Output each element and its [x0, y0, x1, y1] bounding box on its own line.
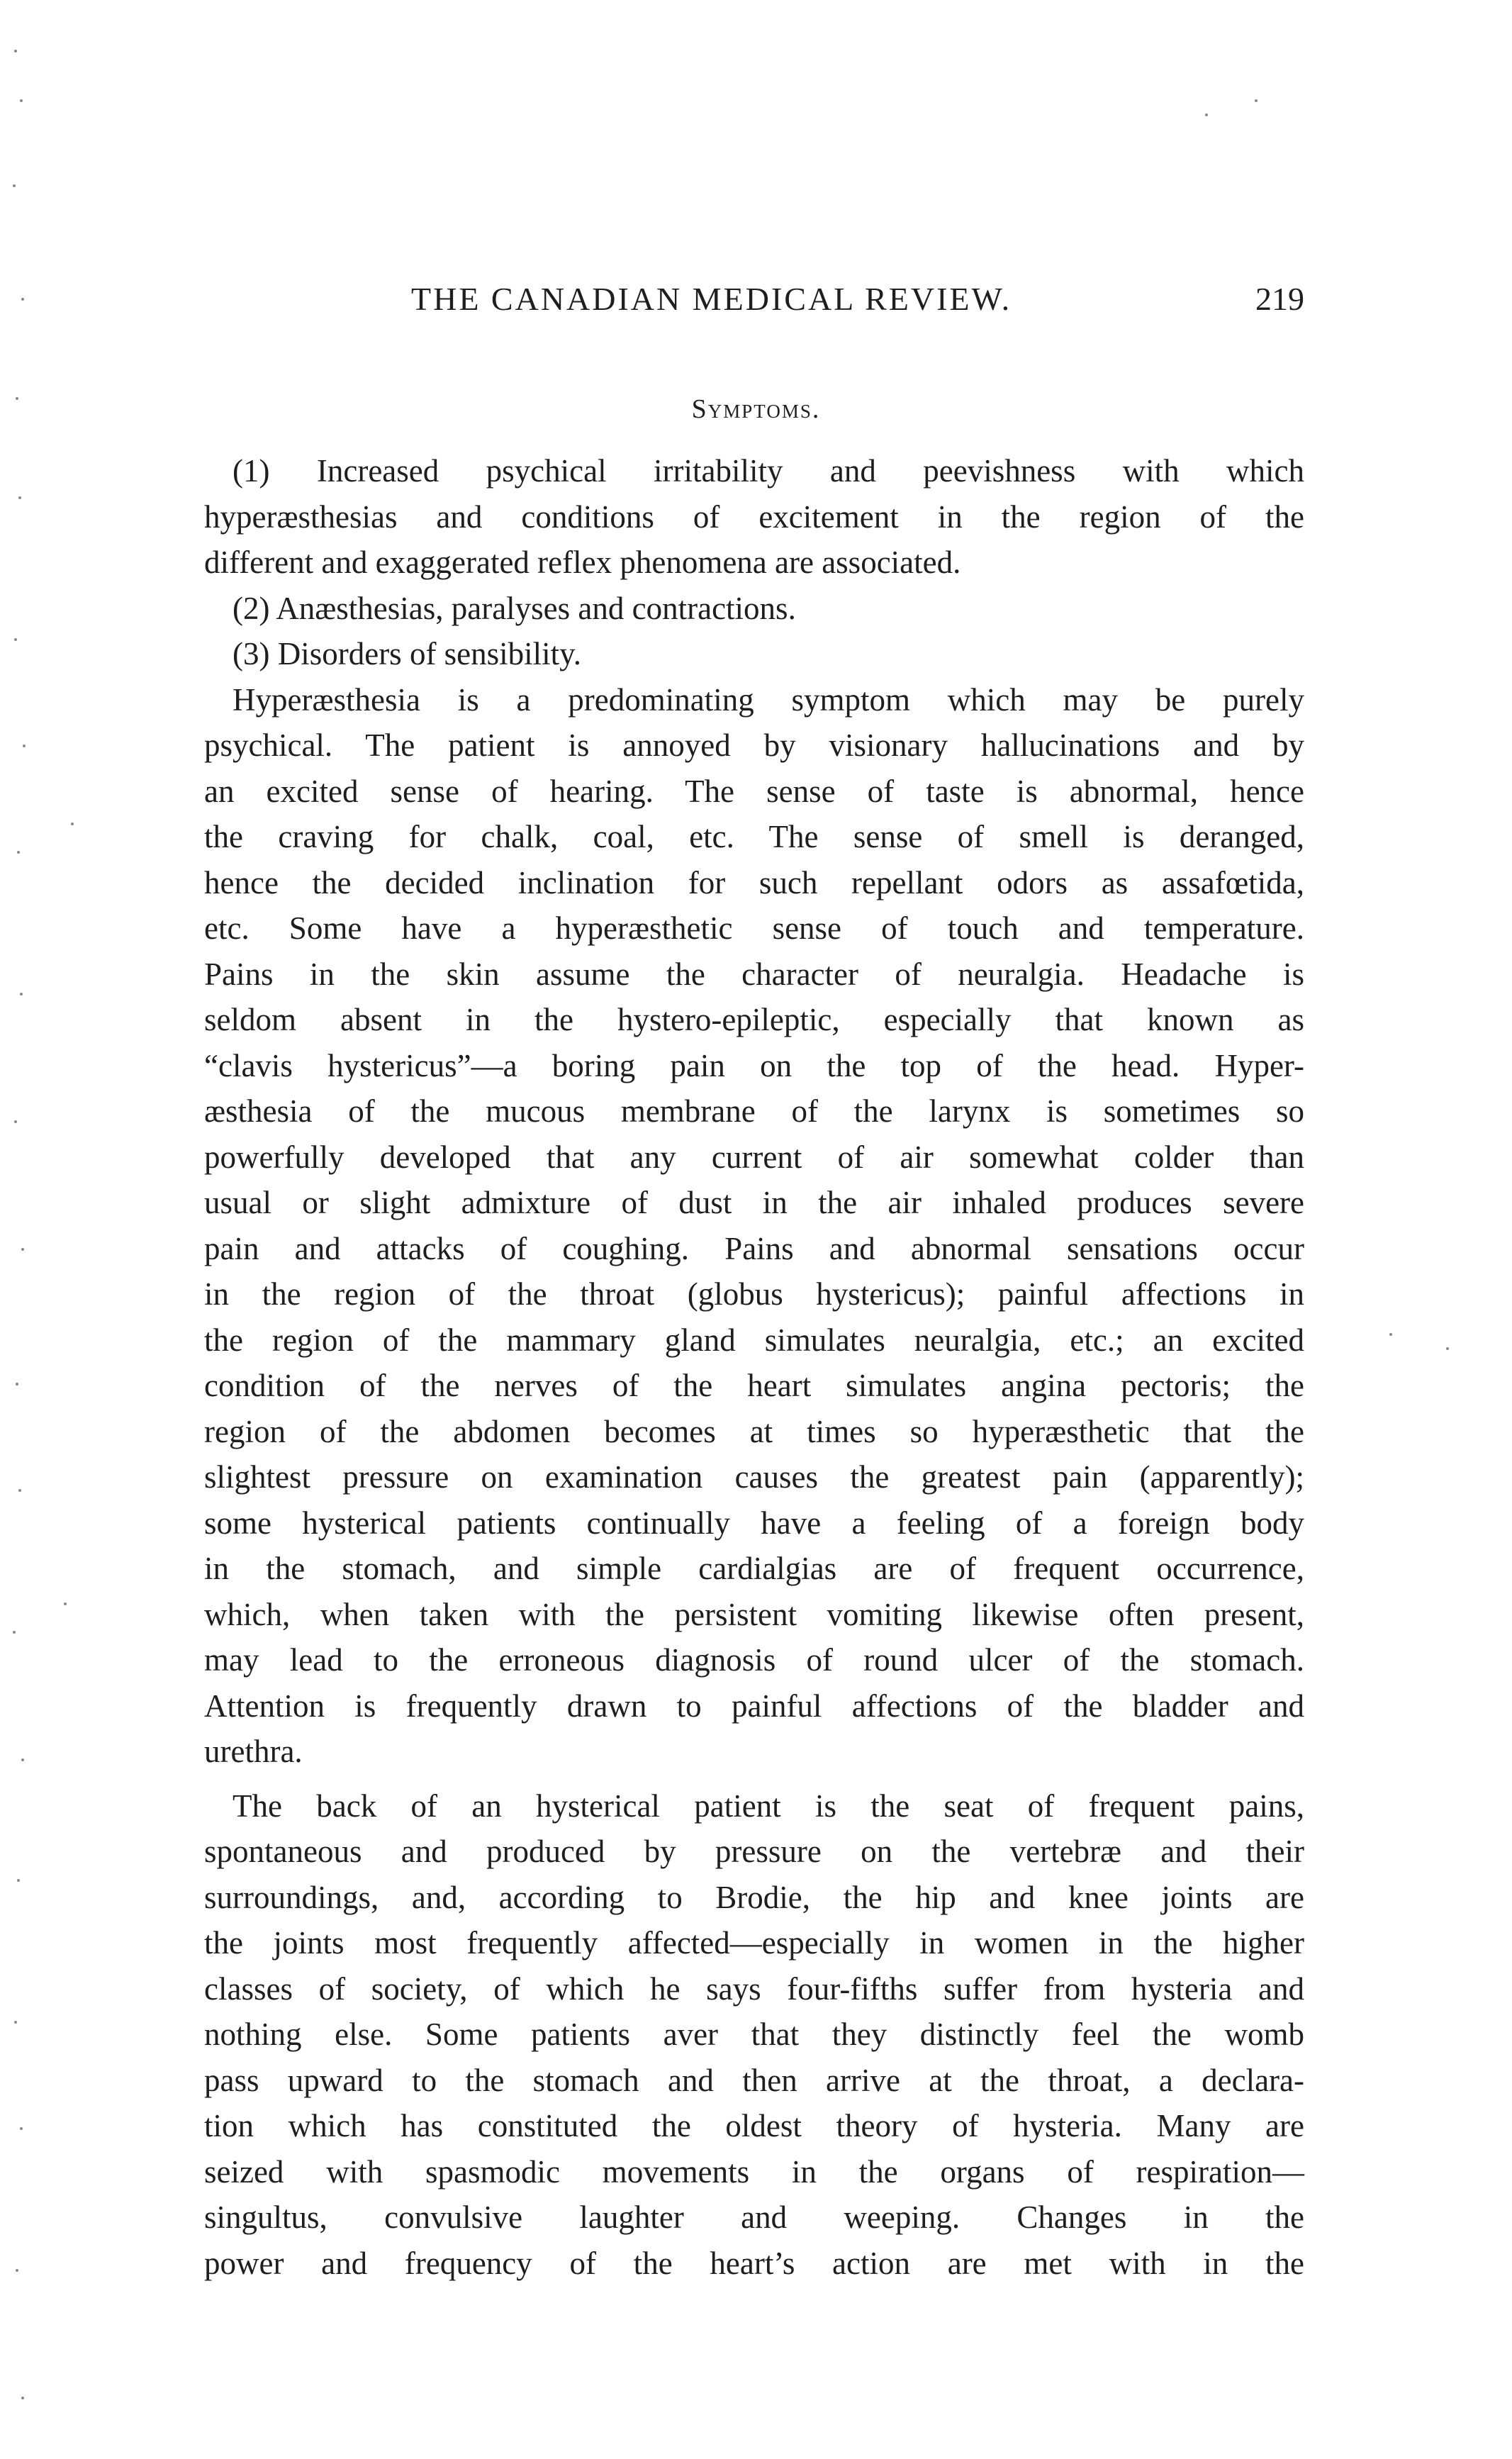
text-line: powerfully developed that any current of air somewhat colder than	[204, 1139, 1304, 1175]
running-header	[411, 280, 1304, 330]
text-line: (2) Anæsthesias, paralyses and contractions.	[233, 590, 796, 626]
scan-speck	[18, 1489, 21, 1492]
text-line: (3) Disorders of sensibility.	[233, 636, 582, 671]
text-line: nothing else. Some patients aver that they distinctly feel the womb	[204, 2017, 1304, 2052]
text-line: may lead to the erroneous diagnosis of round ulcer of the stomach.	[204, 1642, 1304, 1678]
text-line: classes of society, of which he says four-fifths suffer from hysteria and	[204, 1970, 1304, 2007]
text-line: slightest pressure on examination causes the greatest pain (apparently);	[204, 1459, 1304, 1495]
body-text	[204, 448, 1304, 2286]
scan-speck	[14, 1120, 17, 1123]
text-line: different and exaggerated reflex phenomena are associated.	[204, 545, 961, 580]
text-line: region of the abdomen becomes at times so hyperæsthetic that the	[204, 1413, 1304, 1449]
scan-speck	[1446, 1347, 1449, 1350]
text-line: the craving for chalk, coal, etc. The sense of smell is deranged,	[204, 819, 1304, 854]
scan-speck	[13, 184, 16, 187]
scan-speck	[71, 823, 74, 825]
text-line: seized with spasmodic movements in the organs of respiration—	[204, 2153, 1304, 2190]
scan-speck	[20, 993, 23, 996]
text-line: etc. Some have a hyperæsthetic sense of touch and temperature.	[204, 910, 1304, 946]
running-title: THE CANADIAN MEDICAL REVIEW.	[411, 281, 1012, 317]
section-heading: Symptoms.	[691, 394, 821, 424]
text-line: Pains in the skin assume the character of neuralgia. Headache is	[204, 956, 1304, 992]
scan-speck	[16, 1383, 18, 1385]
text-line: (1) Increased psychical irritability and peevishness with which	[233, 453, 1304, 489]
paragraph-gap	[204, 1775, 1304, 1783]
scan-speck	[14, 50, 17, 52]
scan-speck	[13, 1631, 16, 1634]
scan-speck	[16, 397, 18, 400]
text-line: an excited sense of hearing. The sense of taste is abnormal, hence	[204, 773, 1304, 809]
scan-speck	[1205, 113, 1208, 116]
text-line: “clavis hystericus”—a boring pain on the top of the head. Hyper-	[204, 1047, 1304, 1083]
scan-speck	[16, 2269, 18, 2272]
text-line: The back of an hysterical patient is the seat of frequent pains,	[233, 1788, 1304, 1824]
scan-speck	[21, 1758, 24, 1761]
text-line: æsthesia of the mucous membrane of the larynx is sometimes so	[204, 1093, 1304, 1129]
text-line: in the region of the throat (globus hystericus); painful affections in	[204, 1276, 1304, 1312]
text-line: the region of the mammary gland simulates neuralgia, etc.; an excited	[204, 1322, 1304, 1358]
scan-speck	[20, 2127, 23, 2130]
text-line: condition of the nerves of the heart simulates angina pectoris; the	[204, 1368, 1304, 1403]
text-line: singultus, convulsive laughter and weeping. Changes in the	[204, 2199, 1304, 2235]
scan-speck	[1255, 99, 1258, 102]
text-line: hence the decided inclination for such repellant odors as assafœtida,	[204, 864, 1304, 900]
text-line: usual or slight admixture of dust in the air inhaled produces severe	[204, 1185, 1304, 1220]
text-line: hyperæsthesias and conditions of excitement in the region of the	[204, 498, 1304, 535]
scan-speck	[14, 638, 17, 641]
text-line: tion which has constituted the oldest theory of hysteria. Many are	[204, 2108, 1304, 2143]
scan-speck	[21, 1248, 24, 1251]
scan-speck	[21, 2397, 24, 2399]
text-line: the joints most frequently affected—especially in women in the higher	[204, 1925, 1304, 1961]
scan-speck	[21, 298, 24, 301]
text-line: urethra.	[204, 1734, 303, 1769]
scan-speck	[23, 745, 26, 747]
text-line: some hysterical patients continually have a feeling of a foreign body	[204, 1505, 1304, 1541]
text-line: power and frequency of the heart’s action are met with in the	[204, 2245, 1304, 2281]
scan-speck	[17, 1879, 20, 1882]
page-number: 219	[1255, 281, 1304, 317]
text-line: in the stomach, and simple cardialgias are of frequent occurrence,	[204, 1551, 1304, 1586]
text-line: Attention is frequently drawn to painful affections of the bladder and	[204, 1688, 1304, 1724]
text-line: surroundings, and, according to Brodie, the hip and knee joints are	[204, 1879, 1304, 1915]
scan-speck	[1389, 1333, 1392, 1336]
scan-speck	[17, 851, 20, 854]
scan-speck	[14, 2021, 17, 2024]
text-line: psychical. The patient is annoyed by visionary hallucinations and by	[204, 727, 1304, 763]
scan-speck	[20, 99, 23, 102]
text-line: seldom absent in the hystero-epileptic, especially that known as	[204, 1002, 1304, 1037]
text-line: pain and attacks of coughing. Pains and abnormal sensations occur	[204, 1230, 1304, 1266]
text-line: Hyperæsthesia is a predominating symptom which may be purely	[233, 681, 1304, 718]
text-line: which, when taken with the persistent vomiting likewise often present,	[204, 1596, 1304, 1632]
text-line: spontaneous and produced by pressure on the vertebræ and their	[204, 1834, 1304, 1869]
scan-speck	[64, 1602, 67, 1605]
text-line: pass upward to the stomach and then arrive at the throat, a declara-	[204, 2062, 1304, 2098]
scan-speck	[18, 496, 21, 499]
